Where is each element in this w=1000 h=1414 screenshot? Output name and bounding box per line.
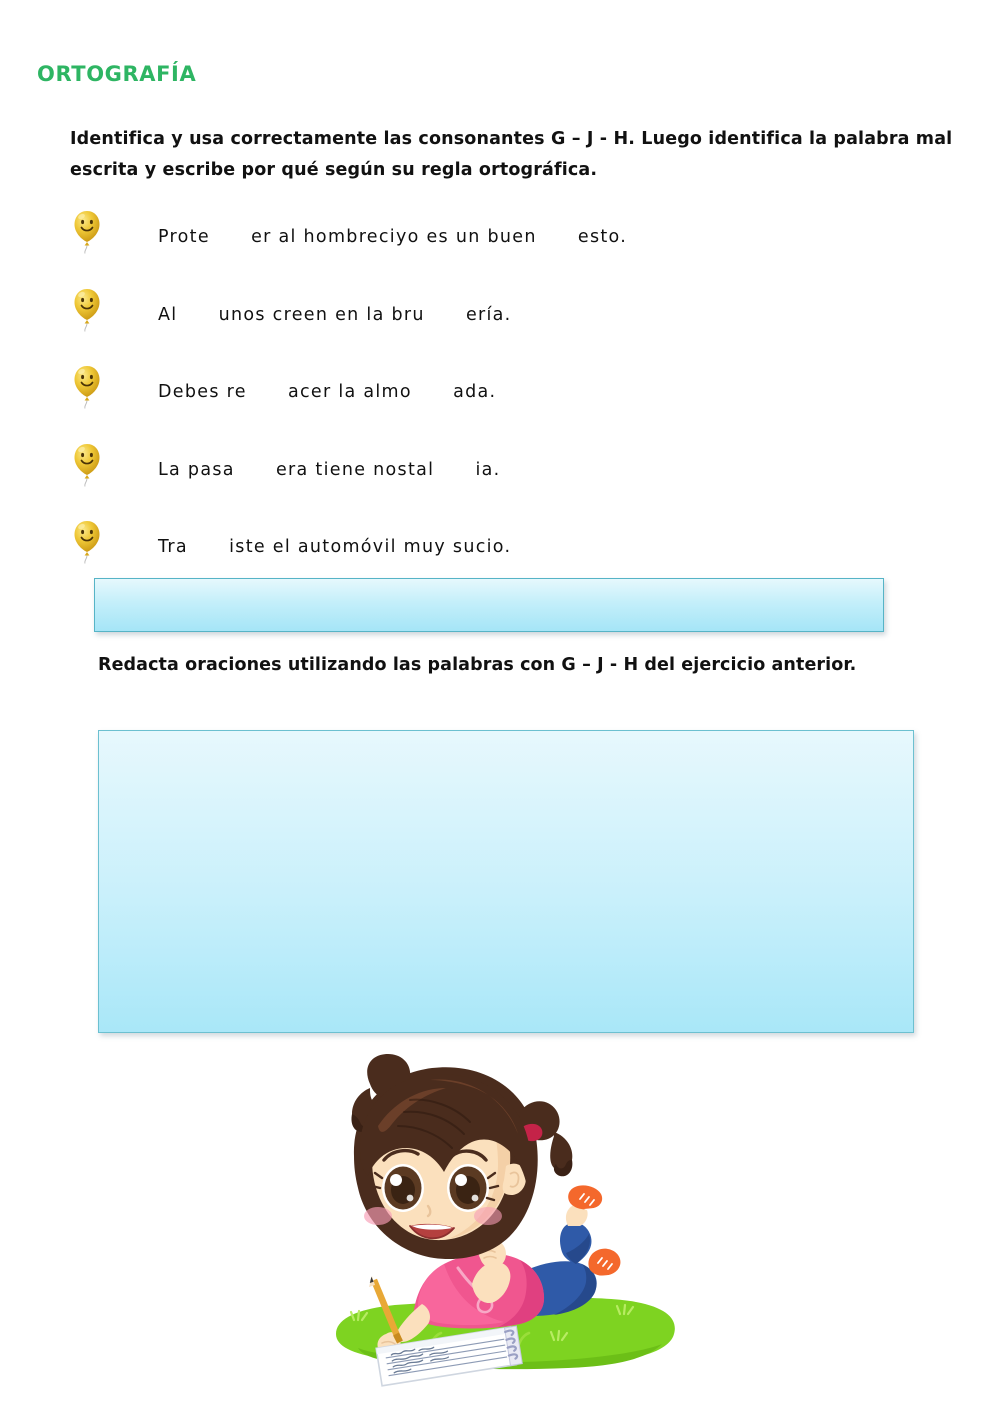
- secondary-instruction: Redacta oraciones utilizando las palabras con G – J - H del ejercicio anterior.: [98, 655, 857, 675]
- smiley-balloon-icon: [72, 442, 102, 487]
- rule-answer-field[interactable]: [94, 578, 884, 632]
- primary-instruction: Identifica y usa correctamente las consonantes G – J - H. Luego identifica la palabra mal escrita y escribe por qué según su regla ortográfica.: [70, 129, 953, 180]
- smiley-balloon-icon: [72, 287, 102, 332]
- exercise-sentence: La pasa era tiene nostal ia.: [158, 459, 501, 480]
- exercise-item: [0, 360, 1000, 438]
- exercise-item: [0, 283, 1000, 361]
- smiley-balloon-icon: [72, 209, 102, 254]
- smiley-balloon-icon: [72, 519, 102, 564]
- smiley-balloon-icon: [72, 364, 102, 409]
- exercise-item: [0, 205, 1000, 283]
- exercise-item: [0, 438, 1000, 516]
- exercise-sentence: Al unos creen en la bru ería.: [158, 304, 512, 325]
- page-title: ORTOGRAFÍA: [37, 62, 197, 86]
- girl-writing-notebook-illustration: [318, 1048, 690, 1393]
- exercise-sentence: Tra iste el automóvil muy sucio.: [158, 537, 512, 557]
- exercise-sentence: Prote er al hombreciyo es un buen esto.: [158, 227, 628, 247]
- exercise-list: [0, 205, 1000, 593]
- sentences-answer-field[interactable]: [98, 730, 914, 1033]
- exercise-sentence: Debes re acer la almo ada.: [158, 382, 497, 402]
